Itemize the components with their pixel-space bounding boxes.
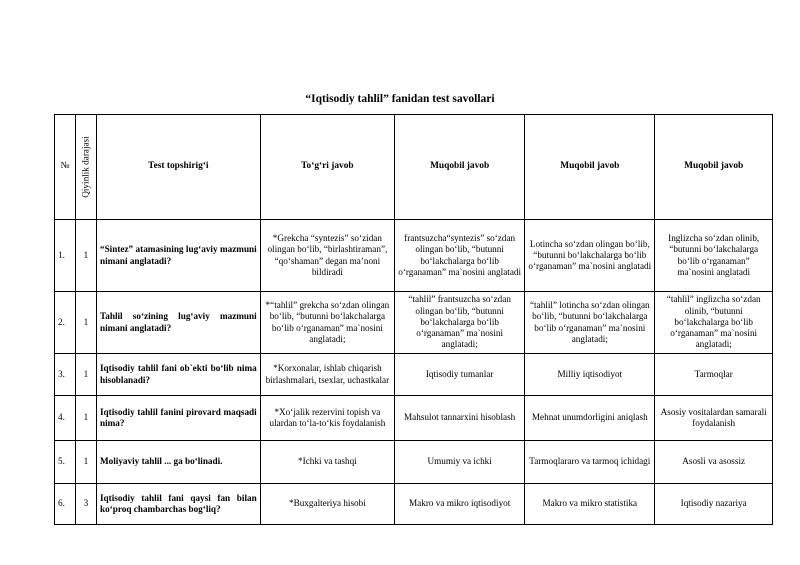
row-question: Iqtisodiy tahlil fani qaysi fan bilan ko‘proq chambarchas bog‘liq?	[96, 484, 260, 525]
header-correct-answer: To‘g‘ri javob	[260, 115, 394, 220]
header-question: Test topshirig‘i	[96, 115, 260, 220]
row-question: Iqtisodiy tahlil fanini pirovard maqsadi nima?	[96, 396, 260, 441]
row-alternative-answer-2: Milliy iqtisodiyot	[525, 354, 655, 396]
row-question: Moliyaviy tahlil ... ga bo‘linadi.	[96, 441, 260, 484]
row-alternative-answer-2: Mehnat unumdorligini aniqlash	[525, 396, 655, 441]
row-alternative-answer-1: Iqtisodiy tumanlar	[395, 354, 525, 396]
row-question: “Sintez” atamasining lug‘aviy mazmuni nimani anglatadi?	[96, 220, 260, 292]
table-row	[55, 441, 773, 484]
row-alternative-answer-3: Asosiy vositalardan samarali foydalanish	[655, 396, 773, 441]
table-row	[55, 396, 773, 441]
row-level: 1	[75, 396, 96, 441]
row-number: 2.	[55, 292, 76, 354]
row-alternative-answer-2: Tarmoqlararo va tarmoq ichidagi	[525, 441, 655, 484]
row-level: 1	[75, 441, 96, 484]
row-level: 1	[75, 292, 96, 354]
row-alternative-answer-1: Makro va mikro iqtisodiyot	[395, 484, 525, 525]
row-number: 6.	[55, 484, 76, 525]
row-alternative-answer-3: Inglizcha so‘zdan olinib, “butunni bo‘lakchalarga bo‘lib o‘rganaman” ma`nosini anglatadi	[655, 220, 773, 292]
header-difficulty-label: Qiyinlik darajasi	[80, 136, 91, 198]
table-row	[55, 292, 773, 354]
row-level: 3	[75, 484, 96, 525]
row-alternative-answer-3: Tarmoqlar	[655, 354, 773, 396]
header-difficulty	[75, 115, 96, 220]
row-alternative-answer-3: Asosli va asossiz	[655, 441, 773, 484]
row-correct-answer: *Grekcha “syntezis” so‘zidan olingan bo‘lib, “birlashtiraman”, “qo‘shaman” degan ma’noni bildiradi	[260, 220, 394, 292]
row-alternative-answer-1: Umumiy va ichki	[395, 441, 525, 484]
row-alternative-answer-2: “tahlil” lotincha so‘zdan olingan bo‘lib, “butunni bo‘lakchalarga bo‘lib o‘rganaman” ma`nosini anglatadi;	[525, 292, 655, 354]
row-alternative-answer-1: “tahlil” frantsuzcha so‘zdan olingan bo‘lib, “butunni bo‘lakchalarga bo‘lib o‘rganaman” ma`nosini anglatadi;	[395, 292, 525, 354]
row-level: 1	[75, 354, 96, 396]
row-correct-answer: *Buxgalteriya hisobi	[260, 484, 394, 525]
header-alternative-answer-2: Muqobil javob	[525, 115, 655, 220]
table-row	[55, 220, 773, 292]
row-number: 4.	[55, 396, 76, 441]
table-row	[55, 354, 773, 396]
row-question: Tahlil so‘zining lug‘aviy mazmuni nimani anglatadi?	[96, 292, 260, 354]
document-title: “Iqtisodiy tahlil” fanidan test savollari	[305, 93, 495, 105]
table-header-row	[55, 115, 773, 220]
row-number: 1.	[55, 220, 76, 292]
row-alternative-answer-2: Lotincha so‘zdan olingan bo‘lib, “butunni bo‘lakchalarga bo‘lib o‘rganaman” ma`nosini anglatadi	[525, 220, 655, 292]
row-correct-answer: *Ichki va tashqi	[260, 441, 394, 484]
row-correct-answer: *Xo‘jalik rezervini topish va ulardan to‘la-to‘kis foydalanish	[260, 396, 394, 441]
header-number: №	[55, 115, 76, 220]
row-alternative-answer-3: Iqtisodiy nazariya	[655, 484, 773, 525]
table-row	[55, 484, 773, 525]
row-question: Iqtisodiy tahlil fani ob`ekti bo‘lib nima hisoblanadi?	[96, 354, 260, 396]
row-number: 5.	[55, 441, 76, 484]
row-correct-answer: *“tahlil” grekcha so‘zdan olingan bo‘lib, “butunni bo‘lakchalarga bo‘lib o‘rganaman” ma`nosini anglatadi;	[260, 292, 394, 354]
header-alternative-answer-3: Muqobil javob	[655, 115, 773, 220]
test-questions-table	[54, 114, 773, 525]
row-alternative-answer-1: Mahsulot tannarxini hisoblash	[395, 396, 525, 441]
row-alternative-answer-1: frantsuzcha“syntezis” so‘zdan olingan bo‘lib, “butunni bo‘lakchalarga bo‘lib o‘rganaman” ma`nosini anglatadi	[395, 220, 525, 292]
row-number: 3.	[55, 354, 76, 396]
row-level: 1	[75, 220, 96, 292]
row-alternative-answer-3: “tahlil” inglizcha so‘zdan olinib, “butunni bo‘lakchalarga bo‘lib o‘rganaman” ma`nosini anglatadi;	[655, 292, 773, 354]
header-alternative-answer-1: Muqobil javob	[395, 115, 525, 220]
row-alternative-answer-2: Makro va mikro statistika	[525, 484, 655, 525]
row-correct-answer: *Korxonalar, ishlab chiqarish birlashmalari, tsexlar, uchastkalar	[260, 354, 394, 396]
